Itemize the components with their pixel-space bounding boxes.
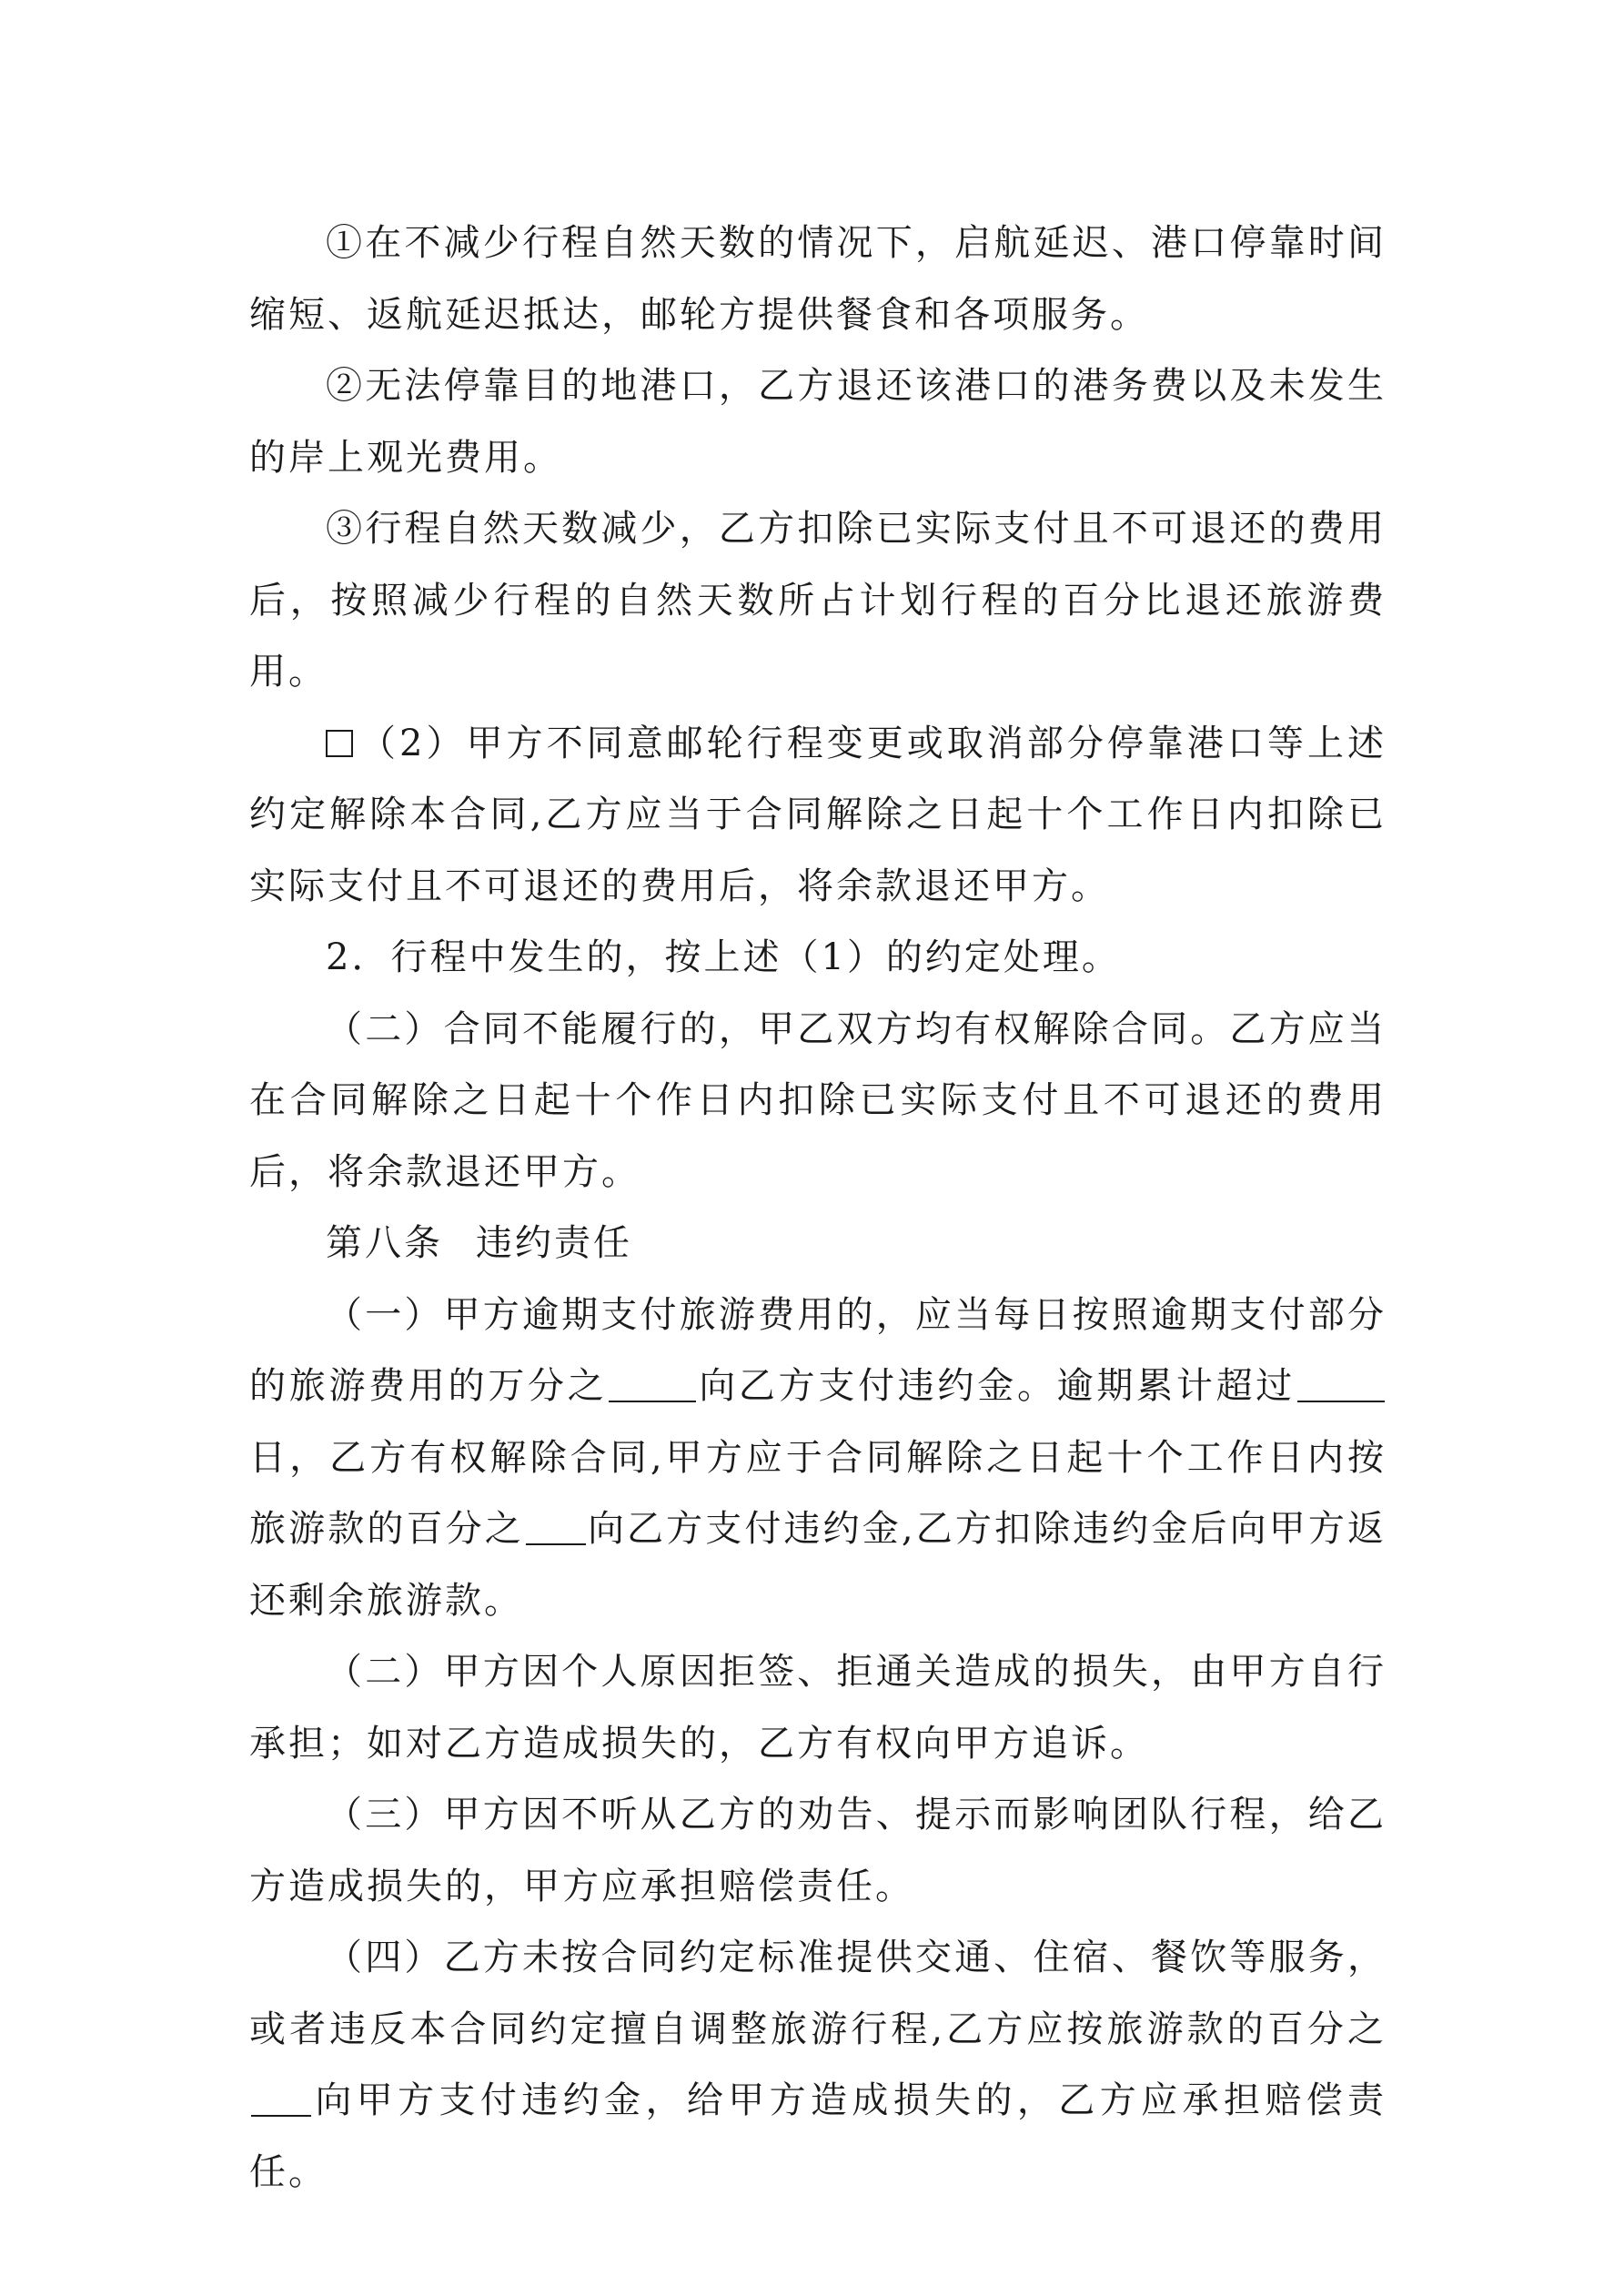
clause-during-trip-text: 2．行程中发生的，按上述（1）的约定处理。 (326, 936, 1121, 978)
option-checkbox[interactable] (326, 730, 353, 757)
clause-visa-refusal-text: （二）甲方因个人原因拒签、拒通关造成的损失，由甲方自行承担；如对乙方造成损失的，乙方有权向甲方追诉。 (249, 1651, 1387, 1765)
fill-blank-breach-percent[interactable] (251, 2079, 311, 2117)
clause-service-breach (249, 1922, 1387, 2208)
clause-item-2 (249, 350, 1387, 493)
option-disagree-clause (249, 708, 1387, 923)
clause-unable-to-perform (249, 994, 1387, 1209)
option-disagree-text: （2）甲方不同意邮轮行程变更或取消部分停靠港口等上述约定解除本合同,乙方应当于合同解除之日起十个工作日内扣除已实际支付且不可退还的费用后，将余款退还甲方。 (249, 722, 1387, 907)
article-number: 第八条 (326, 1222, 443, 1264)
clause-item-3-text: ③行程自然天数减少，乙方扣除已实际支付且不可退还的费用后，按照减少行程的自然天数所占计划行程的百分比退还旅游费用。 (249, 508, 1387, 693)
clause-item-1 (249, 207, 1387, 350)
article-heading (249, 1208, 1387, 1279)
clause-service-breach-text-b: 向甲方支付违约金，给甲方造成损失的，乙方应承担赔偿责任。 (249, 2079, 1387, 2193)
clause-late-payment-text-b: 向乙方支付违约金。逾期累计超过 (698, 1365, 1296, 1407)
clause-unable-to-perform-text: （二）合同不能履行的，甲乙双方均有权解除合同。乙方应当在合同解除之日起十个作日内扣除已实际支付且不可退还的费用后，将余款退还甲方。 (249, 1007, 1387, 1193)
clause-late-payment-text-d: 向乙方支付违约金,乙方扣除违约金后向甲方返还剩余旅游款。 (249, 1508, 1387, 1622)
fill-blank-daily-rate[interactable] (609, 1364, 696, 1402)
clause-disobey-advice (249, 1779, 1387, 1922)
clause-late-payment (249, 1279, 1387, 1637)
fill-blank-penalty-percent[interactable] (526, 1507, 586, 1545)
clause-service-breach-text-a: （四）乙方未按合同约定标准提供交通、住宿、餐饮等服务，或者违反本合同约定擅自调整旅游行程,乙方应按旅游款的百分之 (249, 1937, 1387, 2050)
document-body (249, 207, 1387, 2208)
clause-late-payment-text-c: 日，乙方有权解除合同,甲方应于合同解除之日起十个工作日内按旅游款的百分之 (249, 1436, 1387, 1550)
article-title: 违约责任 (476, 1222, 632, 1264)
clause-item-2-text: ②无法停靠目的地港口，乙方退还该港口的港务费以及未发生的岸上观光费用。 (249, 365, 1387, 479)
fill-blank-overdue-days[interactable] (1297, 1364, 1385, 1402)
clause-visa-refusal (249, 1636, 1387, 1779)
clause-during-trip (249, 922, 1387, 994)
clause-item-3 (249, 493, 1387, 708)
clause-late-payment-text-a: （一）甲方逾期支付旅游费用的，应当每日按照逾期支付部分的旅游费用的万分之 (249, 1293, 1387, 1407)
clause-item-1-text: ①在不减少行程自然天数的情况下，启航延迟、港口停靠时间缩短、返航延迟抵达，邮轮方提供餐食和各项服务。 (249, 222, 1387, 336)
clause-disobey-advice-text: （三）甲方因不听从乙方的劝告、提示而影响团队行程，给乙方造成损失的，甲方应承担赔偿责任。 (249, 1794, 1387, 1907)
